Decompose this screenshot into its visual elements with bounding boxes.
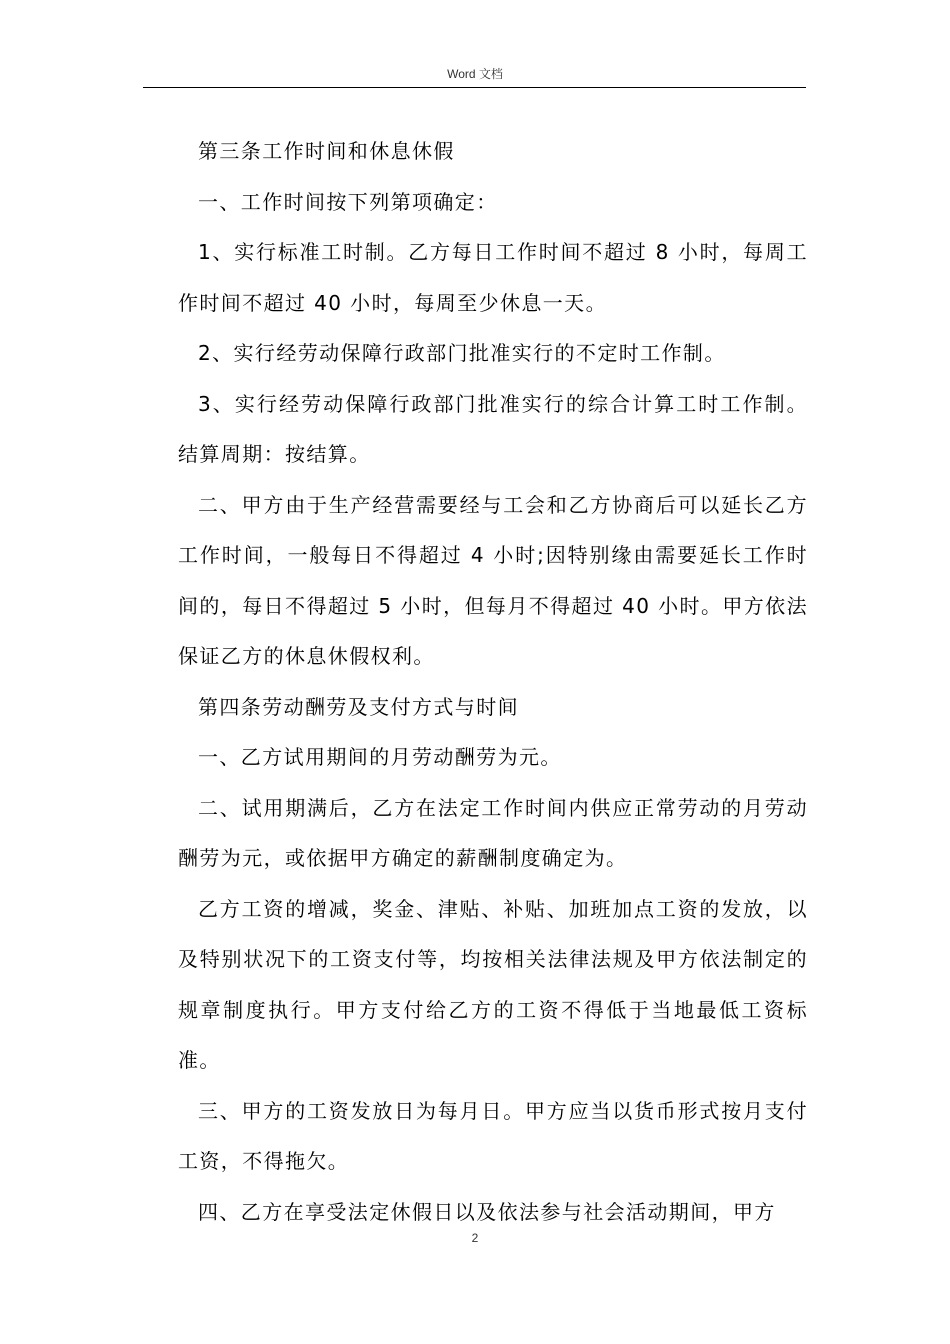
- paragraph: 乙方工资的增减，奖金、津贴、补贴、加班加点工资的发放，以及特别状况下的工资支付等，均按相关法律法规及甲方依法制定的规章制度执行。甲方支付给乙方的工资不得低于当地最低工资标准。: [178, 896, 808, 1072]
- paragraph-article-4-title: 第四条劳动酬劳及支付方式与时间: [198, 694, 519, 719]
- paragraph: 一、乙方试用期间的月劳动酬劳为元。: [198, 745, 562, 769]
- paragraph: 三、甲方的工资发放日为每月日。甲方应当以货币形式按月支付工资，不得拖欠。: [178, 1098, 808, 1173]
- paragraph-article-3-title: 第三条工作时间和休息休假: [198, 139, 455, 163]
- page-header-title: Word 文档: [447, 67, 503, 81]
- paragraph: 二、甲方由于生产经营需要经与工会和乙方协商后可以延长乙方工作时间，一般每日不得超过 4 小时;因特别缘由需要延长工作时间的，每日不得超过 5 小时，但每月不得超过 40 小时。甲方依法保证乙方的休息休假权利。: [178, 492, 808, 668]
- paragraph: 3、实行经劳动保障行政部门批准实行的综合计算工时工作制。结算周期：按结算。: [178, 391, 808, 466]
- document-body: [178, 126, 808, 1237]
- page-number: 2: [471, 1231, 479, 1245]
- paragraph: 四、乙方在享受法定休假日以及依法参与社会活动期间，甲方: [198, 1199, 776, 1224]
- paragraph: 2、实行经劳动保障行政部门批准实行的不定时工作制。: [198, 341, 726, 365]
- header-divider: [143, 87, 806, 88]
- paragraph: 1、实行标准工时制。乙方每日工作时间不超过 8 小时，每周工作时间不超过 40 小时，每周至少休息一天。: [178, 240, 808, 315]
- paragraph: 二、试用期满后，乙方在法定工作时间内供应正常劳动的月劳动酬劳为元，或依据甲方确定的薪酬制度确定为。: [178, 795, 808, 870]
- paragraph: 一、工作时间按下列第项确定：: [198, 189, 498, 214]
